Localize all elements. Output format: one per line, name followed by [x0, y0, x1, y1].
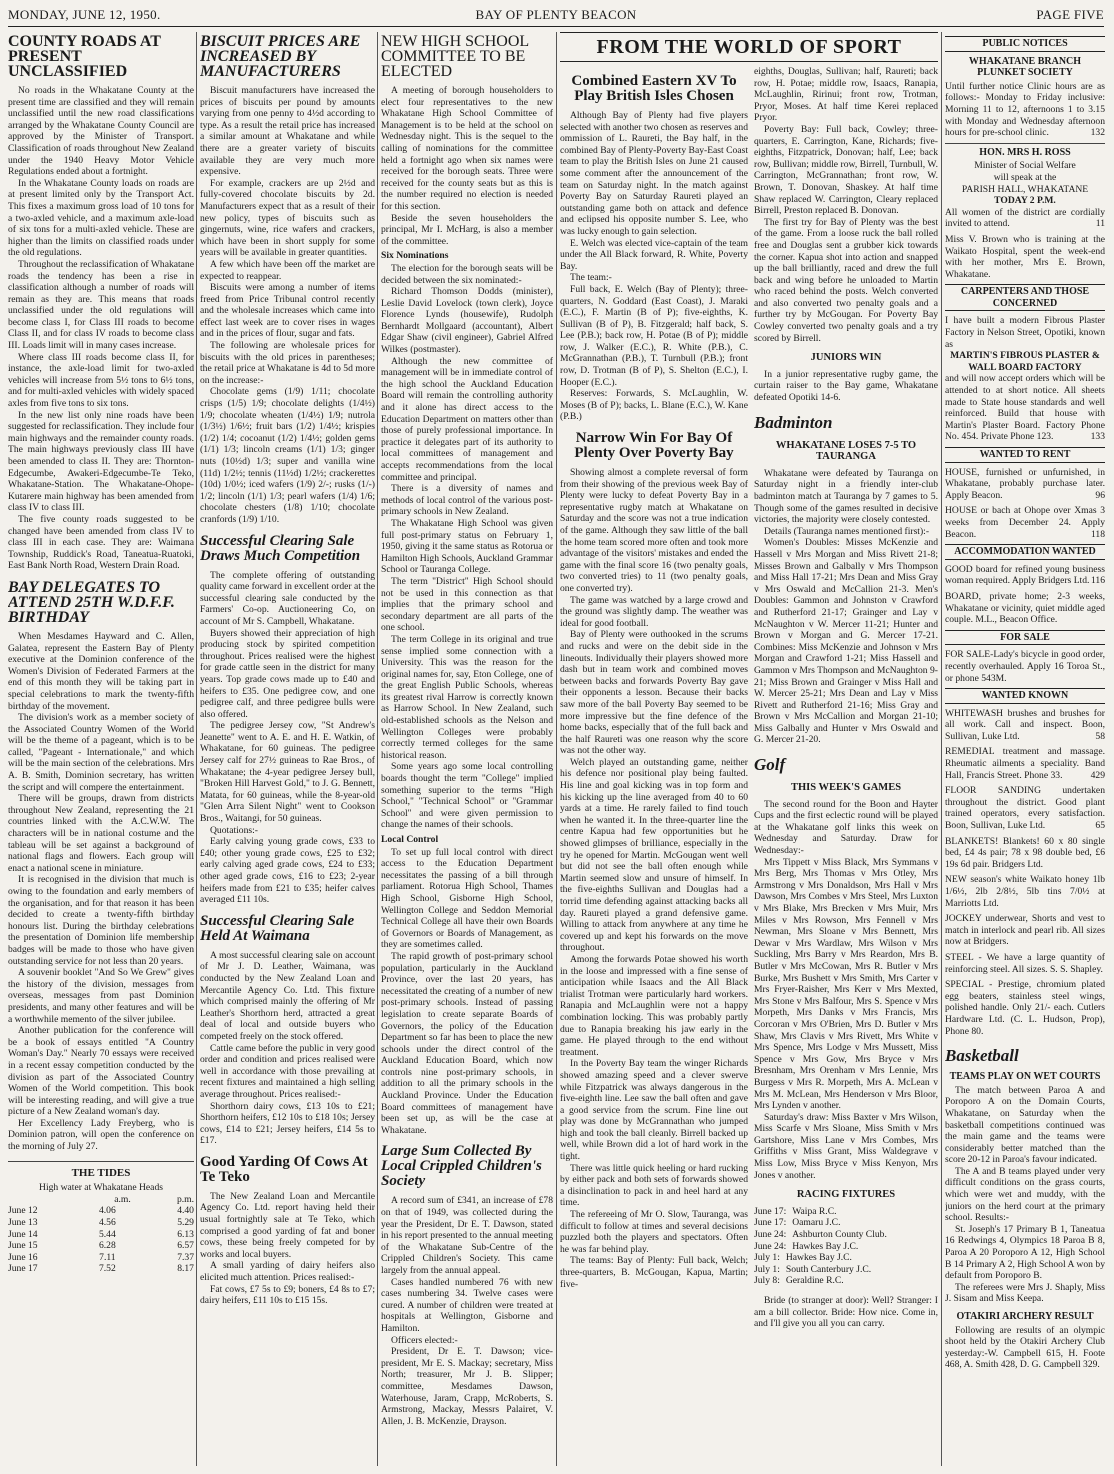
- article-paragraph: A souvenir booklet "And So We Grew" gives the history of the division, messages from overseas, messages from past Dominion presidents, and many other features and will be a worthwhile memento of the silver jubilee.: [8, 967, 194, 1025]
- article-paragraph: Women's Doubles: Misses McKenzie and Hassell v Mrs Morgan and Miss Rivett 21-8; Misses Brown and Galbally v Mrs Thompson and Miss Hall 17-21; Mrs Dean and Miss Gray v Mrs Oswald and McCallion 21-3. Men's Doubles: Gammon and Johnston v Crawford and Rutherford 21-17; Grainger and Lay v McNaughton v W. Mercer 11-21; Hunter and Brown v Morgan and G. Mercer 17-21. Combines: Miss McKenzie and Johnson v Mrs Morgan and Crawford 1-21; Miss Hassell and Gammon v Mrs Thompson and McNaughton 9-21; Miss Brown and Grainger v Miss Hall and W. Mercer 25-21; Mrs Dean and Lay v Miss Rivett and Rutherford 21-16; Miss Gray and Brown v Mrs McCallion and Morgan 21-10; Miss Galbally and Hunter v Mrs Oswald and G. Mercer 21-20.: [754, 537, 938, 746]
- article-paragraph: A record sum of £341, an increase of £78 on that of 1949, was collected during the year the President, Dr E. T. Dawson, stated in his report presented to the annual meeting of the Whakatane Sub-Centre of the Crippled Children's Society. This came largely from the annual appeal.: [381, 1195, 553, 1276]
- article-paragraph: St. Joseph's 17 Primary B 1, Taneatua 16 Redwings 4, Olympics 18 Paroa B 8, Paroa A 20 Poroporo A 12, High School B 14 Primary A 2, High School A won by default from Poroporo B.: [945, 1223, 1105, 1282]
- paper-title: BAY OF PLENTY BEACON: [475, 7, 637, 22]
- article-paragraph: Biscuit manufacturers have increased the prices of biscuits per pound by amounts varying from one penny to 4½d according to type. As a result the retail price has increased a similar amount at Whakatane and while there are a greater variety of biscuits available they are very much more expensive.: [200, 85, 375, 178]
- subheading: Six Nominations: [381, 250, 449, 262]
- tides-am-label: a.m.: [114, 1193, 131, 1205]
- article-paragraph: eighths, Douglas, Sullivan; half, Raureti; back row, H. Potae; middle row, Isaacs, Ranapia, McLaughlin, Ririnui; front row, Trotman, Pryor, Moses. At half time Kerei replaced Pryor.: [754, 66, 938, 124]
- fixture-row: June 24: Ashburton County Club.: [754, 1229, 887, 1241]
- article-paragraph: The game was watched by a large crowd and the ground was slightly damp. The weather was ideal for good football.: [560, 594, 748, 629]
- article-paragraph: The Whakatane High School was given full post-primary status on February 1, 1950, giving it the same status as Rotorua or Hamilton High Schools, Auckland Grammar School or Tauranga College.: [381, 517, 553, 576]
- article-paragraph: When Mesdames Hayward and C. Allen, Galatea, represent the Eastern Bay of Plenty executive at the Dominion conference of the Women's Division of Federated Farmers at the end of this month they will be taking part in special celebrations to mark the twenty-fifth birthday of the movement.: [8, 630, 194, 712]
- article-paragraph: Buyers showed their appreciation of high producing stock by spirited competition throughout. Prices realised were the highest for grade cattle seen in the district for many years. Top grade cows made up to £40 and heifers to £35. One pedigree cow, and one pedigree calf, and three pedigree bulls were also offered.: [200, 627, 375, 720]
- headline-clearing-sale-campbell: Successful Clearing Sale Draws Much Competition: [200, 532, 361, 564]
- column-rule: [941, 32, 942, 1466]
- fixture-row: June 24: Hawkes Bay J.C.: [754, 1240, 859, 1252]
- sport-banner: FROM THE WORLD OF SPORT: [560, 32, 938, 62]
- article-paragraph: The A and B teams played under very difficult conditions on the grass courts, which were wet and muddy, with the juniors on the herd court at the primary school. Results:-: [945, 1165, 1105, 1224]
- article-paragraph: Fat cows, £7 5s to £9; boners, £4 8s to £7; dairy heifers, £11 10s to £15 15s.: [200, 1283, 375, 1307]
- article-paragraph: There is a diversity of names and methods of local control of the various post-primary schools in New Zealand.: [381, 483, 553, 518]
- headline-te-teko: Good Yarding Of Cows At Te Teko: [200, 1153, 368, 1185]
- tides-table: [8, 1161, 194, 1275]
- article-paragraph: Bay of Plenty were outhooked in the scrums and rucks and were on the debit side in the lineouts. Individually their players showed more dash but in team work and combined moves between backs and forwards Poverty Bay gave their opponents a lesson. Because their backs saw more of the ball Poverty Bay seemed to be more impressive but the fine defence of the home backs, especially that of the full back and the half Raureti was one reason why the score was not the other way.: [560, 629, 748, 757]
- article-paragraph: Showing almost a complete reversal of form from their showing of the previous week Bay of Plenty were lucky to defeat Poverty Bay in a representative rugby match at Whakatane on Saturday and the score was not a true indication of the game. Although they saw little of the ball the home team scored more often and took more advantage of the visitors' mistakes and ended the game with the final score 16 (two penalty goals, two converted tries) to 11 (two penalty goals, one converted try).: [560, 467, 748, 594]
- article-paragraph: The five county roads suggested to be changed have been amended from class IV to class III in each case. They are: Waimana Township, Ruddick's Road, Taneatua-Ruatoki, East Bank North Road, Western Drain Road.: [8, 513, 194, 572]
- tide-row: June 12 4.06 4.40: [8, 1205, 194, 1217]
- classified-ad: SPECIAL - Prestige, chromium plated egg beaters, stainless steel wings, polished handle. Only 21/- each. Cutlers Hardware Ltd. (C. L. Hudson, Prop), Phone 80.: [945, 979, 1105, 1037]
- column-rule: [556, 32, 557, 1466]
- article-paragraph: For example, crackers are up 2½d and fully-covered chocolate biscuits by 2d. Manufacturers expect that as a result of their new policy, types of biscuits such as gingernuts, wine, rice wafers and crackers, which have been in short supply for some years will be available in greater quantities.: [200, 177, 375, 259]
- joke-paragraph: Bride (to stranger at door): Well? Stranger: I am a bill collector. Bride: How nice. Come in, and I'll give you all you can carry.: [754, 1295, 938, 1330]
- article-paragraph: A small yarding of dairy heifers also elicited much attention. Prices realised:-: [200, 1260, 375, 1284]
- article-paragraph: The election for the borough seats will be decided between the six nominated:-: [381, 262, 553, 286]
- column-rule: [196, 32, 197, 1466]
- column-5: [754, 66, 938, 1468]
- column-1: [8, 32, 194, 1468]
- headline-juniors-win: JUNIORS WIN: [810, 352, 882, 364]
- section-basketball: Basketball: [945, 1046, 1019, 1066]
- article-paragraph: Although Bay of Plenty had five players selected with another two chosen as reserves and ommission of L. Raureti, the Bay half, in the combined Bay of Plenty-Poverty Bay-East Coast team to play the British Isles on June 21 caused some comment after the announcement of the team on Saturday night. In the match against Poverty Bay on Saturday Raureti played an outstanding game both on attack and defence and eclipsed his opposite number S. Lee, who was lucky enough to gain selection.: [560, 110, 748, 237]
- article-paragraph: Poverty Bay: Full back, Cowley; three-quarters, E. Carrington, Kane, Richards; five-eighths, Fitzpatrick, Donovan; half, Lee; back row, Bullivan; middle row, Birrell, Turnbull, W. Carrington, McGrannathan; front row, W. Brown, T. Donovan, Shaskey. At half time Shaw replaced W. Carrington, Cleary replaced Birrell, Preston replaced B. Donovan.: [754, 123, 938, 217]
- article-paragraph: To set up full local control with direct access to the Education Department necessitates the passing of a bill through parliament. Rotorua High School, Thames High School, Gisborne High School, Wellington College and Seddon Memorial Technical College all have their own Boards of Governors or Boards of Management, as they are sometimes called.: [381, 846, 553, 951]
- notice-brown: Miss V. Brown who is training at the Waikato Hospital, spent the week-end with her mother, Mrs E. Brown, Whakatane.: [945, 233, 1105, 280]
- article-paragraph: No roads in the Whakatane County at the present time are classified and they will remain unclassified until the new road classifications arranged by the Whakatane County Council are approved by the Minister of Transport. Classification of roads throughout New Zealand under the 1940 Heavy Motor Vehicle Regulations ended about a fortnight.: [8, 85, 194, 178]
- article-paragraph: The second round for the Boon and Hayter Cups and the first eclectic round will be played at the Whakatane golf links this week on Wednesday and Saturday. Draw for Wednesday:-: [754, 798, 938, 857]
- article-paragraph: The referees were Mrs J. Shaply, Miss J. Sisam and Miss Keepa.: [945, 1281, 1105, 1305]
- notice-heading: CARPENTERS AND THOSE CONCERNED: [945, 284, 1105, 311]
- notice-line: TODAY 2 P.M.: [994, 195, 1056, 207]
- headline-combined-eastern-xv: Combined Eastern XV To Play British Isles Chosen: [571, 73, 737, 104]
- tide-row: June 16 7.11 7.37: [8, 1251, 194, 1263]
- article-paragraph: Early calving young grade cows, £33 to £40; other young grade cows, £25 to £32; early calving aged grade cows, £24 to £33; other aged grade cows, £16 to £23; 2-year heifers made from £21 to £35; heifer calves averaged £11 10s.: [200, 836, 375, 906]
- article-paragraph: Among the forwards Potae showed his worth in the loose and impressed with a fine sense of anticipation while Isaacs and the All Black trialist Trotman were particularly hard workers. Ranapia and McLaughlin were not a happy combination locking. This was probably partly due to Ranapia breaking his jaw early in the game. He played through to the end without treatment.: [560, 953, 748, 1058]
- article-paragraph: The New Zealand Loan and Mercantile Agency Co. Ltd. report having held their usual fortnightly sale at Te Teko, which comprised a good yarding of fat and boner cows, these being freely competed for by works and local buyers.: [200, 1190, 375, 1260]
- public-notices-header: PUBLIC NOTICES: [945, 36, 1105, 52]
- notice-line: I have built a modern Fibrous Plaster Factory in Nelson Street, Opotiki, known as: [945, 315, 1105, 350]
- article-paragraph: Cattle came before the public in very good order and condition and prices realised were well in accordance with those prevailing at recent fixtures and maintained a high selling average throughout. Prices realised:-: [200, 1042, 375, 1100]
- racing-fixtures-list: [754, 1206, 938, 1287]
- classified-header: WANTED TO RENT: [945, 447, 1105, 463]
- classified-ad: NEW season's white Waikato honey 1lb 1/6½, 2lb 2/8½, 5lb tins 7/0½ at Marriotts Ltd.: [945, 874, 1105, 909]
- article-paragraph: It is recognised in the division that much is owing to the foundation and early members of the organisation, and for that reason it has been decided to create a twenty-fifth birthday honours list. During the birthday celebrations the presentation of Dominion life membership badges will be made to those who have given outstanding service for not less than 20 years.: [8, 874, 194, 967]
- notice-plunket: Until further notice Clinic hours are as follows:- Monday to Friday inclusive: Morning 11 to 12, afternoons 1 to 3.15 with Monday and Wednesday afternoon hours for pre-school clinic. 132: [945, 80, 1105, 139]
- classified-ad: STEEL - We have a large quantity of reinforcing steel. All sizes. S. S. Shapley.: [945, 951, 1105, 975]
- article-paragraph: Whakatane were defeated by Tauranga on Saturday night in a friendly inter-club badminton match at Tauranga by 7 games to 5. Though some of the games resulted in decisive victories, the majority were closely contested.: [754, 467, 938, 526]
- classified-header: FOR SALE: [945, 630, 1105, 646]
- headline-clearing-sale-waimana: Successful Clearing Sale Held At Waimana: [200, 912, 355, 944]
- column-4: [560, 66, 748, 1468]
- headline-biscuit-prices: BISCUIT PRICES ARE INCREASED BY MANUFACTURERS: [200, 33, 361, 80]
- classified-ad: WHITEWASH brushes and brushes for all work. Call and inspect. Boon, Sullivan, Luke Ltd. 58: [945, 707, 1105, 742]
- article-paragraph: Although the new committee of management will be in immediate control of the high school the Auckland Education Board will remain the controlling authority and it alone has direct access to the Education Department on matters other than those of purely professional importance. In practice it delegates part of its authority to local committees of management and accepts recommendations from the local committee and principal.: [381, 355, 553, 483]
- article-paragraph: Shorthorn dairy cows, £13 10s to £21; Shorthorn heifers, £12 10s to £18 10s; Jersey cows, £14 to £21; Jersey heifers, £14 5s to £17.: [200, 1100, 375, 1147]
- notice-line: PARISH HALL, WHAKATANE: [961, 183, 1089, 195]
- fixture-row: July 1: South Canterbury J.C.: [754, 1263, 872, 1275]
- article-paragraph: A most successful clearing sale on account of Mr J. D. Leather, Waimana, was conducted by the New Zealand Loan and Mercantile Agency Co. Ltd. This fixture which comprised mainly the offering of Mr Leather's Shorthorn herd, attracted a great deal of local and outside buyers who competed freely on the stock offered.: [200, 949, 375, 1042]
- headline-whakatane-loses: WHAKATANE LOSES 7-5 TO TAURANGA: [775, 439, 917, 463]
- article-paragraph: E. Welch was elected vice-captain of the team under the All Black forward, R. White, Poverty Bay.: [560, 237, 748, 272]
- article-paragraph: In the Poverty Bay team the winger Richards showed amazing speed and a clever swerve while Fitzpatrick was always dangerous in the five-eighth line. Lee saw the ball often and gave a good service from the scrum. Fine line out play was done by McGrannathan who jumped high and took the ball cleanly. Birrell backed up well, while Brown did a lot of hard work in the tight.: [560, 1058, 748, 1163]
- notice-line: and will now accept orders which will be attended to at short notice. All sheets made to State house standards and well reinforced. Build that house with Martin's Plaster Board. Factory Phone No. 454. Private Phone 123. 133: [945, 373, 1105, 443]
- article-paragraph: Throughout the reclassification of Whakatane roads the tendency has been a rise in classification although a number of roads will remain as they are. This means that roads unclassified under the old regulations will become class I, for Class III roads to become Class II, and for class IV roads to become class III. Loads limit will in many cases increase.: [8, 258, 194, 352]
- classified-ad: BLANKETS! Blankets! 60 x 80 single bed, £4 4s pair; 78 x 98 double bed, £6 19s 6d pair. Bridgers Ltd.: [945, 835, 1105, 870]
- article-paragraph: Chocolate gems (1/9) 1/11; chocolate crisps (1/5) 1/9; chocolate delights (1/4½) 1/9; chocolate wheaten (1/4½) 1/9; nutrola (1/3½) 1/6½; fruit bars (1/2) 1/4½; krispies (1/2) 1/4; cocoanut (1/2) 1/4½; golden gems (1/1) 1/3; lincoln creams (1/1) 1/3; ginger nuts (10½d) 1/3; super and vanilla wine (11d) 1/2½; tennis (11½d) 1/2½; crackerettes (10d) 1/0½; iced wafers (1/9) 2/-; rusks (1/-) 1/2; lincoln (1/1) 1/3; pearl wafers (1/4) 1/6; chocolate chesters (1/8) 1/10; chocolate cranfords (1/9) 1/10.: [200, 386, 375, 525]
- headline-archery: OTAKIRI ARCHERY RESULT: [956, 1311, 1094, 1322]
- fixture-row: June 17: Waipa R.C.: [754, 1205, 837, 1217]
- article-paragraph: Some years ago some local controlling boards thought the term "College" implied something superior to the terms "High School," "Technical School" or "Grammar School" and were given permission to change the names of their schools.: [381, 761, 553, 831]
- article-paragraph: Beside the seven householders the principal, Mr I. McHarg, is also a member of the committee.: [381, 212, 553, 247]
- fixture-row: July 1: Hawkes Bay J.C.: [754, 1252, 852, 1264]
- article-paragraph: Richard Thomson Dodds (minister), Leslie David Lovelock (town clerk), Joyce Florence Lynds (housewife), Rudolph Bernhardt Mollgaard (accountant), Albert Edgar Shaw (civil engineer), Gabriel Alfred Wilkes (postmaster).: [381, 286, 553, 356]
- article-paragraph: President, Dr E. T. Dawson; vice-president, Mr E. S. Mackay; secretary, Miss North; treasurer, Mr J. B. Slipper; committee, Mesdames Dawson, Waterhouse, Jaram, Crapp, McRoberts, S. Armstrong, Mackay, Messrs Palairet, V. Allen, J. B. McKenzie, Drayson.: [381, 1346, 553, 1427]
- notice-line: All women of the district are cordially invited to attend. 11: [945, 206, 1105, 230]
- article-paragraph: The match between Paroa A and Poroporo A on the Domain Courts, Whakatane, on Saturday when the basketball competitions continued was the main game and the teams were considerably better matched than the score 20-12 in Paroa's favour indicated.: [945, 1084, 1105, 1166]
- classified-ad: HOUSE or bach at Ohope over Xmas 3 weeks from December 24. Apply Beacon. 118: [945, 505, 1105, 540]
- article-paragraph: A meeting of borough householders to elect four representatives to the new Whakatane High School Committee of Management is to be held at the school on Wednesday night. This is the sequel to the calling of nominations for the committee held a fortnight ago when six names were received for the borough seats. Three were received for the county seats but as this is the number required no election is needed for this section.: [381, 85, 553, 212]
- article-paragraph: The teams: Bay of Plenty: Full back, Welch; three-quarters, B. McGougan, Kapua, Martin; five-: [560, 1255, 748, 1290]
- article-paragraph: Following are results of an olympic shoot held by the Otakiri Archery Club yesterday:-W. Campbell 615, H. Foote 468, A. Smith 428, D. G. Campbell 329.: [945, 1324, 1105, 1371]
- article-paragraph: The division's work as a member society of the Associated Country Women of the World will be the theme of a pageant, which is to be called, "Pageant - Internationale," and which will be the main section of the celebrations. Mrs A. B. Smith, Dominion secretary, has written the script and will compere the entertainment.: [8, 712, 194, 793]
- article-paragraph: The complete offering of outstanding quality came forward in excellent order at the successful clearing sale conducted by the Farmers' Co-op. Auctioneering Co, on account of Mr S. Campbell, Whakatane.: [200, 569, 375, 627]
- article-paragraph: Her Excellency Lady Freyberg, who is Dominion patron, will open the conference on the morning of July 27.: [8, 1117, 194, 1153]
- article-paragraph: Where class III roads become class II, for instance, the axle-load limit for two-axled vehicles will increase from 5½ tons to 6½ tons, and for multi-axled vehicles with widely spaced axles from five tons to six tons.: [8, 351, 194, 410]
- tides-pm-label: p.m.: [176, 1193, 194, 1205]
- fixture-row: June 17: Oamaru J.C.: [754, 1217, 841, 1229]
- article-paragraph: Another publication for the conference will be a book of essays entitled "A Country Woman's Day." Nearly 70 essays were received in a recent essay competition conducted by the division as part of the Associated Country Women of the World competition. This book will be interesting reading, and will give a true picture of a New Zealand woman's day.: [8, 1025, 194, 1118]
- classified-ad: HOUSE, furnished or unfurnished, in Whakatane, probably purchase later. Apply Beacon. 96: [945, 466, 1105, 501]
- classified-ad: BOARD, private home; 2-3 weeks, Whakatane or vicinity, quiet middle aged couple. M.L., Beacon Office.: [945, 590, 1105, 626]
- classified-ad: FOR SALE-Lady's bicycle in good order, recently overhauled. Apply 16 Toroa St., or phone 543M.: [945, 649, 1105, 684]
- article-paragraph: Quotations:-: [210, 824, 258, 836]
- tide-row: June 17 7.52 8.17: [8, 1263, 194, 1275]
- classified-header: WANTED KNOWN: [945, 688, 1105, 704]
- column-6-notices: [945, 32, 1105, 1468]
- classified-ad: FLOOR SANDING undertaken throughout the district. Good plant trained operators, every satisfaction. Boon, Sullivan, Luke Ltd. 65: [945, 785, 1105, 832]
- article-paragraph: Officers elected:-: [391, 1334, 458, 1346]
- article-paragraph: In a junior representative rugby game, the curtain raiser to the Bay game, Whakatane defeated Opotiki 14-6.: [754, 368, 938, 404]
- article-paragraph: In the new list only nine roads have been suggested for reclassification. They include four main highways and the remainder county roads. The main highways previously class III have been amended to class II. They are: Thornton-Edgecumbe, Awakeri-Edgecumbe-Te Teko, Whakatane-Station. The Whakatane-Ohope-Kutarere main highway has been amended from class IV to class III.: [8, 409, 194, 514]
- notice-line: Minister of Social Welfare: [974, 160, 1076, 172]
- headline-bay-delegates: BAY DELEGATES TO ATTEND 25TH W.D.F.F. BIRTHDAY: [8, 578, 175, 626]
- classified-ad: REMEDIAL treatment and massage. Rheumatic ailments a speciality. Band Hall, Francis Street. Phone 33. 429: [945, 746, 1105, 781]
- article-paragraph: Biscuits were among a number of items freed from Price Tribunal control recently and the wholesale increases which came into effect last week are to cover rises in wages and in the prices of flour, sugar and fats.: [200, 282, 375, 340]
- article-paragraph: There will be groups, drawn from districts throughout New Zealand, representing the 21 countries linked with the A.C.W.W. The characters will be in national costume and the tableau will be set against a background of national flags and flowers. Each group will enact a national scene in miniature.: [8, 793, 194, 874]
- classified-ad: JOCKEY underwear, Shorts and vest to match in interlock and pearl rib. All sizes now at Bridgers.: [945, 913, 1105, 948]
- article-paragraph: The term College in its original and true sense implied some connection with a University. This was the reason for the original names for, say, Eton College, one of the great English Public Schools, whereas its greatest rival Harrow is correctly known as Harrow School. In New Zealand, such old-established schools as the Nelson and Wellington Colleges were probably correctly termed colleges for the same historical reason.: [381, 633, 553, 761]
- headline-high-school: NEW HIGH SCHOOL COMMITTEE TO BE ELECTED: [381, 33, 529, 80]
- article-paragraph: The team:-: [570, 272, 612, 284]
- article-paragraph: Cases handled numbered 76 with new cases numbering 34. Twelve cases were cured. A number of children were treated at hospitals at Wellington, Gisborne and Hamilton.: [381, 1276, 553, 1334]
- article-paragraph: Welch played an outstanding game, neither his defence nor positional play being faulted. His line and goal kicking was in top form and his kicking up the line averaged from 40 to 60 yards at a time. He rarely failed to find touch when he wanted it. In the three-quarter line the centre Kapua had few opportunities but he showed glimpses of brilliance, especially in the try he opened for Martin. McGougan went well but did not see the ball often enough while Martin seemed slow and unsure of himself. In the five-eighths Sullivan and Douglas had a torrid time defending against attacking backs all day. Raureti played a grand defensive game. Willing to attack from anywhere at any time he covered up and kept his forwards on the move throughout.: [560, 756, 748, 954]
- masthead: [8, 4, 1104, 27]
- headline-county-roads: COUNTY ROADS AT PRESENT UNCLASSIFIED: [8, 33, 161, 80]
- page-number: PAGE FIVE: [1036, 7, 1104, 22]
- notice-line: MARTIN'S FIBROUS PLASTER & WALL BOARD FACTORY: [950, 350, 1100, 373]
- issue-date: MONDAY, JUNE 12, 1950.: [8, 7, 161, 22]
- notice-heading: WHAKATANE BRANCH PLUNKET SOCIETY: [968, 55, 1082, 79]
- article-paragraph: Full back, E. Welch (Bay of Plenty); three-quarters, N. Goddard (East Coast), J. Maraki (E.C.), F. Martin (B of P); five-eighths, K. Sullivan (B of P), B. Fitzgerald; half back, S. Lee (P.B.); back row, H. Potae (B of P); middle row, J. Walker (E.C.), R. White (P.B.), C. McGrannathan (P.B.), T. Turnbull (P.B.); front row, D. Trotman (B of P), S. Shelton (E.C.), I. Hooper (E.C.).: [560, 283, 748, 388]
- column-rule: [377, 32, 378, 1466]
- headline-wet-courts: TEAMS PLAY ON WET COURTS: [949, 1071, 1101, 1083]
- article-paragraph: There was little quick heeling or hard rucking by either pack and both sets of forwards showed a disinclination to pack in and heel hard at any time.: [560, 1162, 748, 1209]
- tide-row: June 14 5.44 6.13: [8, 1228, 194, 1240]
- article-paragraph: The term "District" High School should not be used in this connection as that implies that the primary school and secondary department are all parts of the one school.: [381, 575, 553, 634]
- article-paragraph: Details (Tauranga names mentioned first):-: [764, 525, 930, 537]
- article-paragraph: Saturday's draw: Miss Baxter v Mrs Wilson, Miss Scarfe v Mrs Sloane, Miss Smith v Mrs Gartshore, Miss Lane v Mrs Combes, Mrs Griffiths v Miss Grant, Miss Waldegrave v Miss Low, Miss Bryce v Miss Kenyon, Mrs Jones v another.: [754, 1111, 938, 1181]
- headline-this-weeks-games: THIS WEEK'S GAMES: [790, 782, 902, 794]
- headline-racing-fixtures: RACING FIXTURES: [796, 1189, 896, 1201]
- notice-line: will speak at the: [993, 171, 1057, 183]
- article-paragraph: In the Whakatane County loads on roads are at present limited only by the Transport Act. This fixes a maximum gross load of 10 tons for a two-axled vehicle, and a maximum axle-load of six tons for a multi-axled vehicle. These are higher than the limits on classified roads under the old regulations.: [8, 177, 194, 259]
- article-paragraph: The following are wholesale prices for biscuits with the old prices in parentheses; the retail price at Whakatane is 4d to 5d more on the increase:-: [200, 340, 375, 386]
- notice-heading: HON. MRS H. ROSS: [945, 143, 1105, 159]
- article-paragraph: The first try for Bay of Plenty was the best of the game. From a loose ruck the ball rolled free and Douglas sent a grubber kick towards the corner. Kapua shot into action and snapped up the ball brilliantly, raced and drew the full back and wing before he unloaded to Martin who raced behind the posts. Welch converted and also converted two penalty goals and a further try by McGougan. For Poverty Bay Cowley converted two penalty goals and a try scored by Birrell.: [754, 216, 938, 344]
- fixture-row: July 8: Geraldine R.C.: [754, 1275, 844, 1287]
- classified-header: ACCOMMODATION WANTED: [945, 544, 1105, 560]
- article-paragraph: The rapid growth of post-primary school population, particularly in the Auckland Province, over the last 20 years, has necessitated the creating of a number of new post-primary schools. Instead of passing legislation to create separate Boards of Governors, the policy of the Education Department so far has been to place the new schools under the direct control of the Auckland Education Board, which now controls nine post-primary schools, in addition to all the primary schools in the Auckland Province. Under the Education Board committees of management have been set up, as will be the case at Whakatane.: [381, 950, 553, 1136]
- subheading: Local Control: [381, 834, 439, 845]
- article-paragraph: The pedigree Jersey cow, "St Andrew's Jeanette" went to A. E. and H. E. Watkin, of Whakatane, for 60 guineas. The pedigree Jersey calf for 27½ guineas to Rae Bros., of Whakatane; the 4-year pedigree Jersey bull, "Broken Hill Harvest Gold," to J. G. Bennett, Matata, for 60 guineas, while the 8-year-old "Glen Arra Silent Night" went to Cookson Bros., Waitangi, for 50 guineas.: [200, 720, 375, 825]
- article-paragraph: Reserves: Forwards, S. McLaughlin, W. Moses (B of P); backs, L. Blane (E.C.), W. Kane (P.B.): [560, 388, 748, 423]
- article-paragraph: Mrs Tippett v Miss Black, Mrs Symmans v Mrs Berg, Mrs Thomas v Mrs Otley, Mrs Armstrong v Mrs Donaldson, Mrs Hall v Mrs Dawson, Mrs Combes v Mrs Steel, Mrs Luxton v Mrs Blake, Mrs Brecken v Mrs Muir, Mrs Miles v Mrs Rowson, Mrs Fennell v Mrs Newman, Mrs Sloane v Mrs Bennett, Mrs Dewar v Mrs Wardlaw, Mrs Wilson v Mrs Suckling, Mrs Barry v Mrs Reardon, Mrs B. Butler v Mrs McCowan, Mrs R. Butler v Mrs Burke, Mrs Bushett v Mrs Smith, Mrs Carter v Mrs Fryer-Raisher, Mrs Kerr v Mrs Mexted, Mrs Stone v Mrs Balfour, Mrs S. Spence v Mrs Morpeth, Mrs Danks v Mrs Francis, Mrs Corcoran v Mrs O'Brien, Mrs D. Butler v Mrs Shaw, Mrs Clavis v Mrs Rivett, Mrs White v Mrs Spence, Mrs Lodge v Mrs Mussett, Miss Spence v Mrs Gow, Mrs Bryce v Mrs Bresnham, Mrs Orenham v Mrs Lennie, Mrs Burgess v Mrs R. Morpeth, Mrs A. McLean v Mrs M. McLean, Mrs Henderson v Mrs Bloor, Mrs Lynden v another.: [754, 856, 938, 1112]
- section-golf: Golf: [754, 755, 786, 775]
- tide-row: June 15 6.28 6.57: [8, 1240, 194, 1252]
- headline-crippled-children: Large Sum Collected By Local Crippled Children's Society: [381, 1143, 542, 1190]
- classified-ad: GOOD board for refined young business woman required. Apply Bridgers Ltd. 116: [945, 563, 1105, 587]
- tide-row: June 13 4.56 5.29: [8, 1217, 194, 1229]
- section-badminton: Badminton: [754, 412, 833, 432]
- column-3: [381, 32, 553, 1468]
- tides-subtitle: High water at Whakatane Heads: [39, 1182, 163, 1194]
- headline-narrow-win: Narrow Win For Bay Of Plenty Over Poverty Bay: [574, 430, 734, 462]
- article-paragraph: A few which have been off the market are expected to reappear.: [200, 258, 375, 282]
- article-paragraph: The refereeing of Mr O. Slow, Tauranga, was difficult to follow at times and several decisions puzzled both the players and spectators. Often he was far behind play.: [560, 1209, 748, 1255]
- column-2: [200, 32, 375, 1468]
- tides-title: THE TIDES: [8, 1161, 194, 1180]
- tides-header: [8, 1194, 194, 1206]
